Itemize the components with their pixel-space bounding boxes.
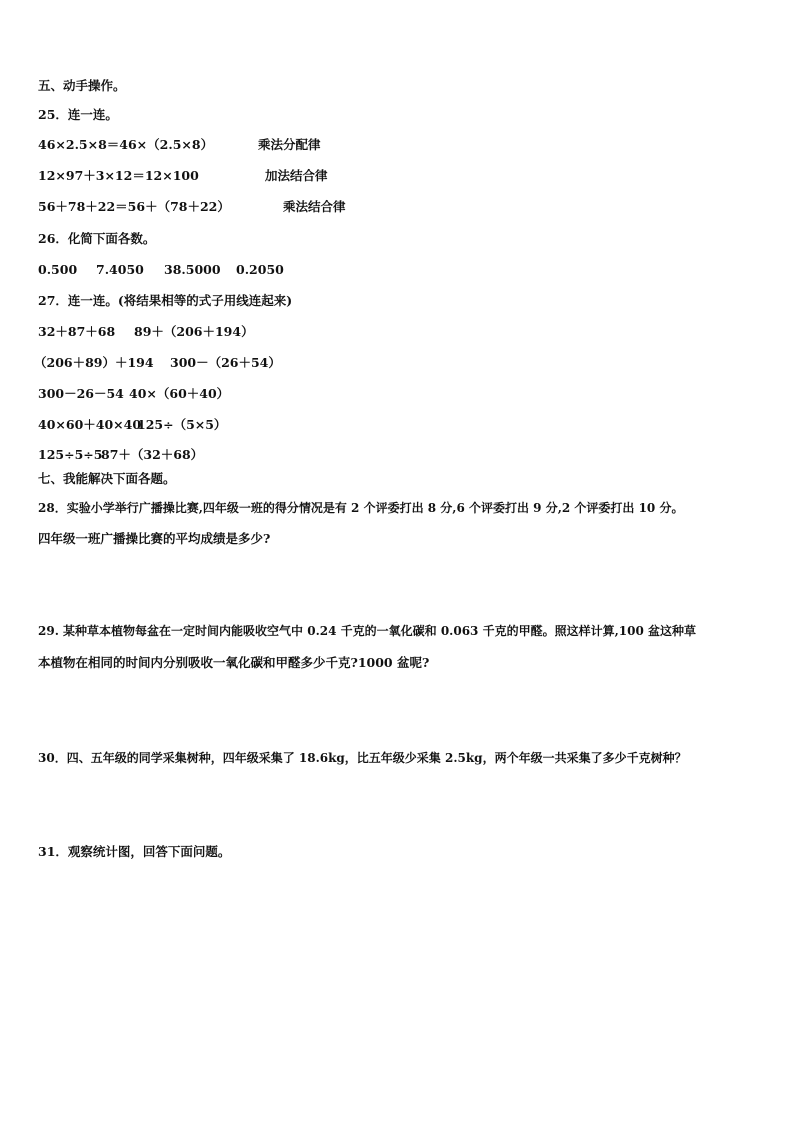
q29-line: 本植物在相同的时间内分别吸收一氧化碳和甲醛多少千克?1000 盆呢? [38,655,430,670]
q27-left-expr: 40×60＋40×40 [38,417,142,432]
q27-right-expr: 87＋（32＋68） [101,447,204,462]
q25-law: 加法结合律 [265,168,328,183]
q27-right-expr: 40×（60＋40） [129,386,230,401]
q27-right-expr: 125÷（5×5） [137,417,227,432]
q30-line: 30．四、五年级的同学采集树种，四年级采集了 18.6kg，比五年级少采集 2.5kg，两个年级一共采集了多少千克树种？ [38,751,687,765]
section-five-heading: 五、动手操作。 [38,78,126,93]
q25-law: 乘法分配律 [258,137,321,152]
q26-number: 38.5000 [164,262,221,277]
q27-left-expr: 125÷5÷5 [38,447,103,462]
q25-title: 25．连一连。 [38,107,118,122]
q27-left-expr: 300－26－54 [38,386,124,401]
q25-law: 乘法结合律 [283,199,346,214]
q27-right-expr: 300－（26＋54） [170,355,281,370]
q25-expr: 46×2.5×8＝46×（2.5×8） [38,137,214,152]
q27-left-expr: （206＋89）＋194 [34,355,154,370]
q27-title: 27．连一连。(将结果相等的式子用线连起来) [38,293,293,308]
q28-line: 28．实验小学举行广播操比赛,四年级一班的得分情况是有 2 个评委打出 8 分,6 个评委打出 9 分,2 个评委打出 10 分。 [38,501,684,515]
q26-number: 7.4050 [96,262,144,277]
q29-line: 29. 某种草本植物每盆在一定时间内能吸收空气中 0.24 千克的一氧化碳和 0.063 千克的甲醛。照这样计算,100 盆这种草 [38,624,696,638]
q25-expr: 12×97＋3×12＝12×100 [38,168,199,183]
q26-number: 0.500 [38,262,78,277]
q26-title: 26．化简下面各数。 [38,231,156,246]
q26-number: 0.2050 [236,262,284,277]
q31-line: 31．观察统计图，回答下面问题。 [38,844,231,859]
q27-left-expr: 32＋87＋68 [38,324,116,339]
q25-expr: 56＋78＋22＝56＋（78＋22） [38,199,230,214]
section-seven-heading: 七、我能解决下面各题。 [38,471,176,486]
q27-right-expr: 89＋（206＋194） [134,324,254,339]
q28-line: 四年级一班广播操比赛的平均成绩是多少? [38,531,271,546]
